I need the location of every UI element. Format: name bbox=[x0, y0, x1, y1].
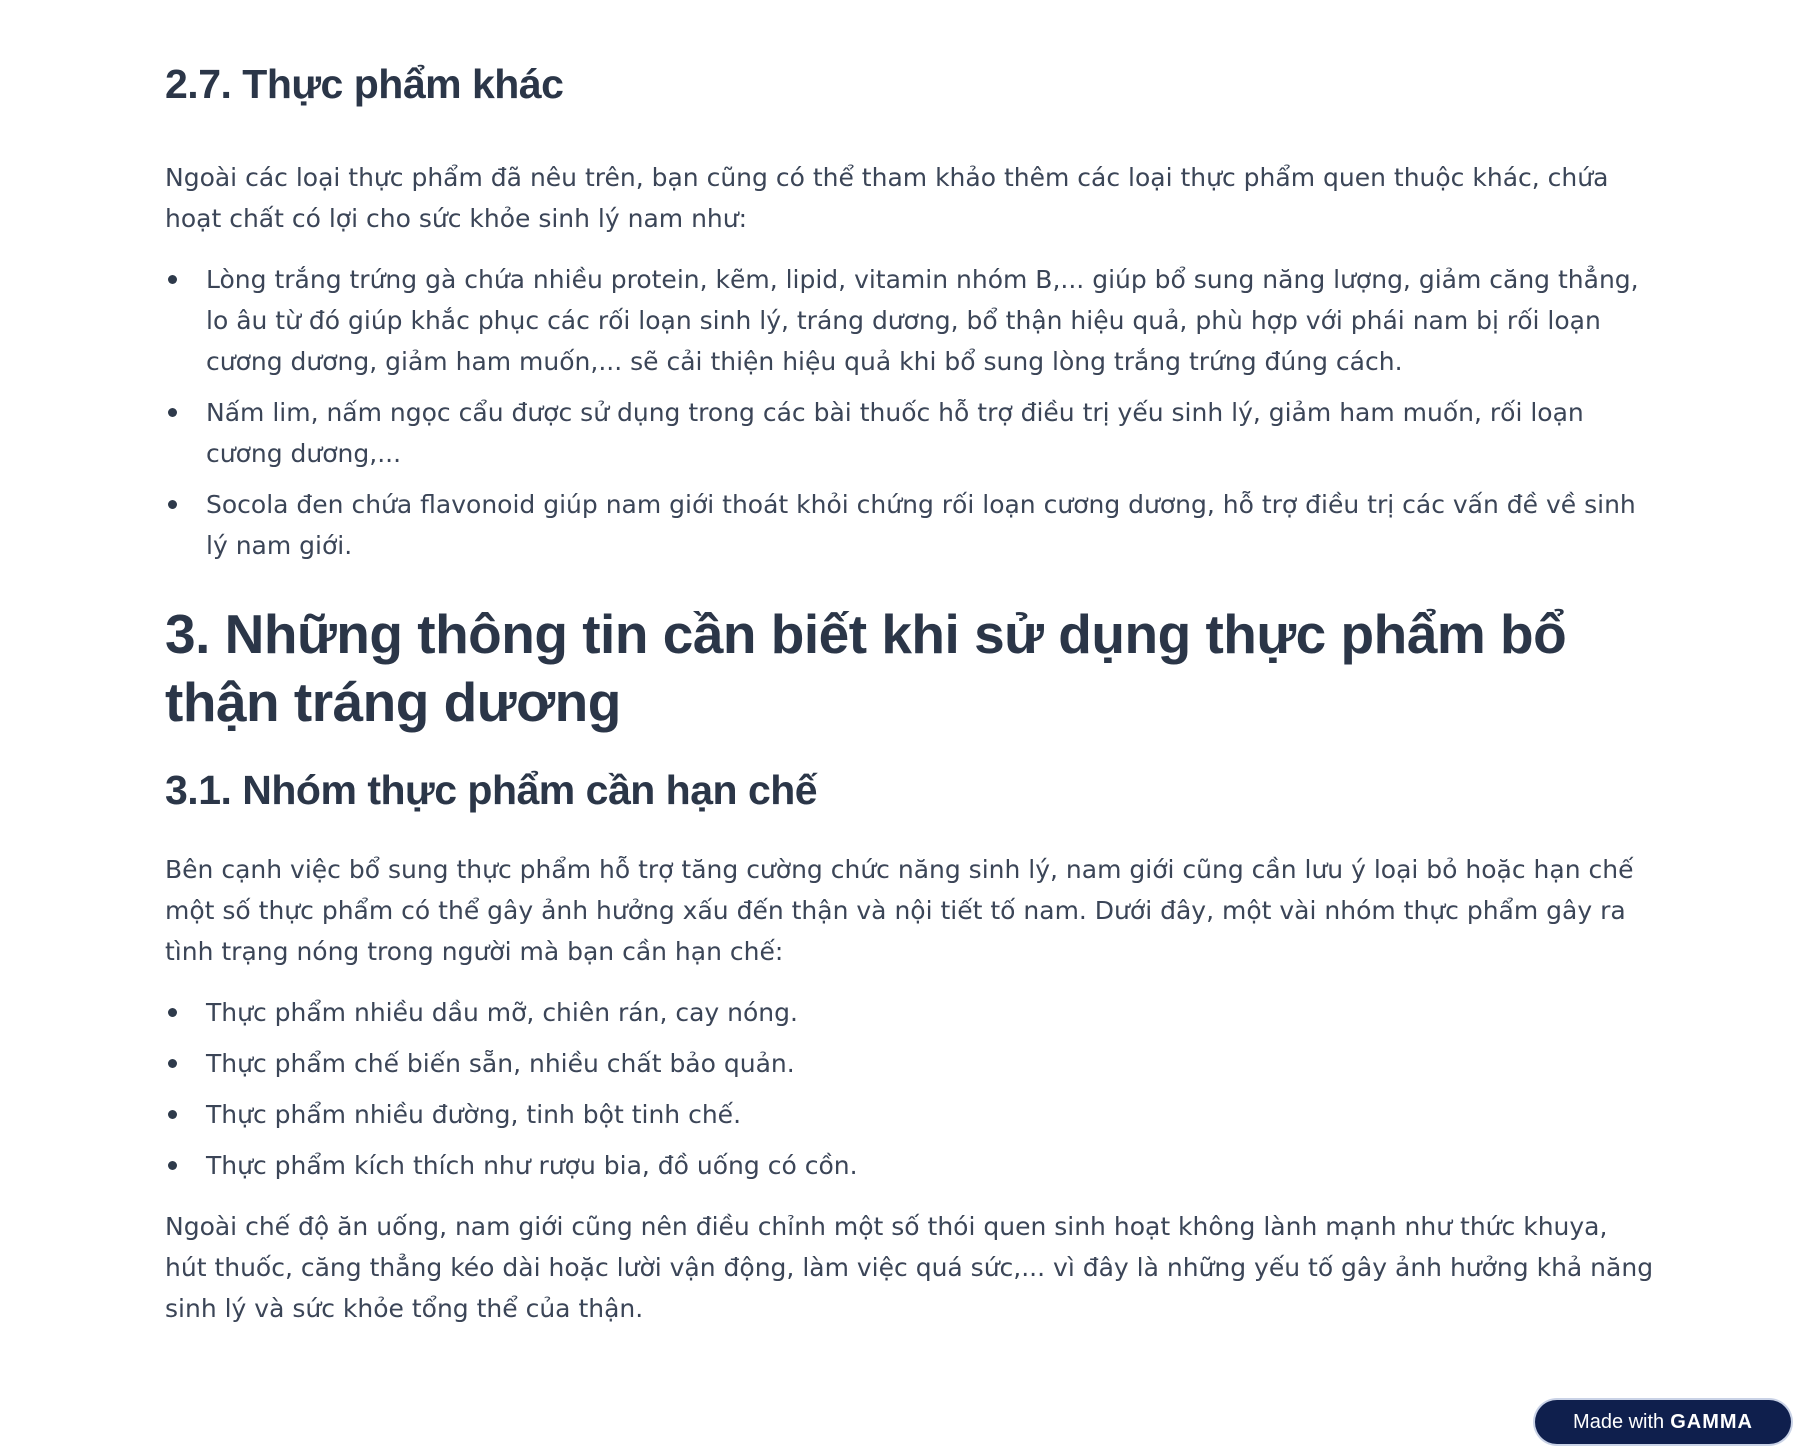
section-3-1-intro: Bên cạnh việc bổ sung thực phẩm hỗ trợ tăng cường chức năng sinh lý, nam giới cũng cần lưu ý loại bỏ hoặc hạn chế một số thực phẩm có thể gây ảnh hưởng xấu đến thận và nội tiết tố nam. Dưới đây, một vài nhóm thực phẩm gây ra tình trạng nóng trong người mà bạn cần hạn chế: bbox=[165, 855, 1634, 967]
section-heading-3-1: 3.1. Nhóm thực phẩm cần hạn chế bbox=[165, 767, 818, 814]
document-content bbox=[165, 60, 1655, 1329]
list-item bbox=[165, 1094, 1655, 1135]
bullet-icon bbox=[168, 1161, 177, 1170]
list-item bbox=[165, 484, 1655, 566]
bullet-icon bbox=[168, 1110, 177, 1119]
bullet-icon bbox=[168, 275, 177, 284]
list-item-text: Thực phẩm kích thích như rượu bia, đồ uống có cồn. bbox=[206, 1151, 858, 1181]
list-item-text: Nấm lim, nấm ngọc cẩu được sử dụng trong các bài thuốc hỗ trợ điều trị yếu sinh lý, giảm ham muốn, rối loạn cương dương,... bbox=[206, 398, 1584, 469]
made-with-gamma-button[interactable] bbox=[1535, 1400, 1791, 1444]
list-item bbox=[165, 992, 1655, 1033]
section-3-1-outro: Ngoài chế độ ăn uống, nam giới cũng nên điều chỉnh một số thói quen sinh hoạt không lành mạnh như thức khuya, hút thuốc, căng thẳng kéo dài hoặc lười vận động, làm việc quá sức,... vì đây là những yếu tố gây ảnh hưởng khả năng sinh lý và sức khỏe tổng thể của thận. bbox=[165, 1212, 1654, 1324]
list-item-text: Thực phẩm nhiều đường, tinh bột tinh chế. bbox=[206, 1100, 742, 1130]
list-item-text: Lòng trắng trứng gà chứa nhiều protein, kẽm, lipid, vitamin nhóm B,... giúp bổ sung năng lượng, giảm căng thẳng, lo âu từ đó giúp khắc phục các rối loạn sinh lý, tráng dương, bổ thận hiệu quả, phù hợp với phái nam bị rối loạn cương dương, giảm ham muốn,... sẽ cải thiện hiệu quả khi bổ sung lòng trắng trứng đúng cách. bbox=[206, 265, 1639, 377]
badge-prefix: Made with bbox=[1573, 1410, 1665, 1433]
section-2-7-list bbox=[165, 259, 1655, 566]
list-item-text: Socola đen chứa flavonoid giúp nam giới thoát khỏi chứng rối loạn cương dương, hỗ trợ điều trị các vấn đề về sinh lý nam giới. bbox=[206, 490, 1636, 561]
list-item bbox=[165, 1145, 1655, 1186]
list-item bbox=[165, 259, 1655, 382]
section-3-1-list bbox=[165, 992, 1655, 1186]
list-item-text: Thực phẩm nhiều dầu mỡ, chiên rán, cay nóng. bbox=[206, 998, 798, 1028]
bullet-icon bbox=[168, 500, 177, 509]
gamma-logo: GAMMA bbox=[1670, 1410, 1753, 1433]
section-2-7-intro: Ngoài các loại thực phẩm đã nêu trên, bạn cũng có thể tham khảo thêm các loại thực phẩm quen thuộc khác, chứa hoạt chất có lợi cho sức khỏe sinh lý nam như: bbox=[165, 163, 1609, 234]
list-item bbox=[165, 1043, 1655, 1084]
bullet-icon bbox=[168, 1059, 177, 1068]
bullet-icon bbox=[168, 1008, 177, 1017]
section-heading-2-7: 2.7. Thực phẩm khác bbox=[165, 61, 564, 107]
section-heading-3: 3. Những thông tin cần biết khi sử dụng thực phẩm bổ thận tráng dương bbox=[165, 603, 1567, 734]
list-item bbox=[165, 392, 1655, 474]
list-item-text: Thực phẩm chế biến sẵn, nhiều chất bảo quản. bbox=[206, 1049, 795, 1079]
bullet-icon bbox=[168, 408, 177, 417]
